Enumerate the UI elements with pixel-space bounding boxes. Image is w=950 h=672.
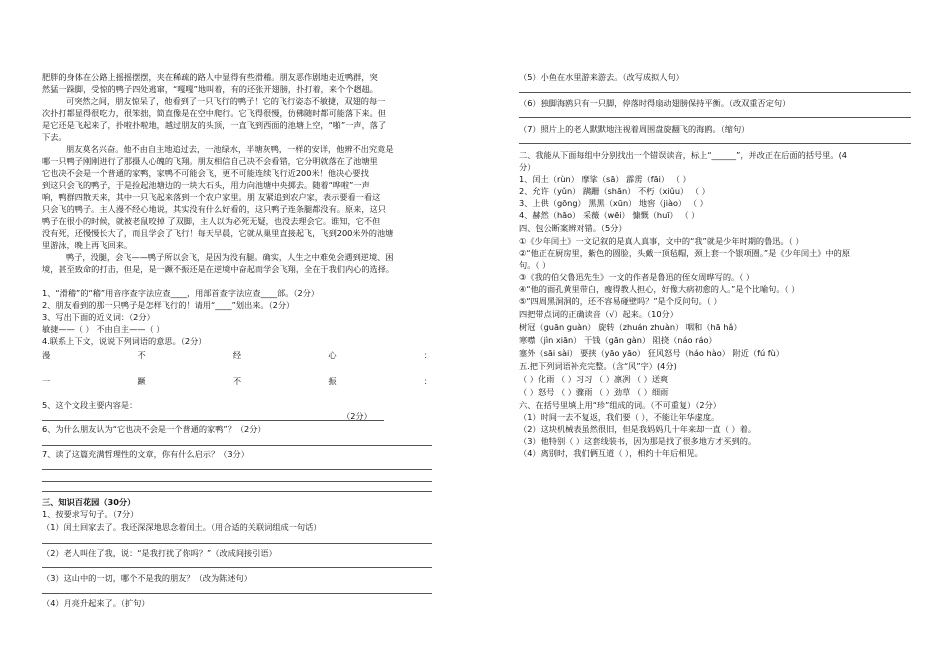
passage-line: 里游泳，晚上再飞回来。 [42, 240, 133, 250]
passage-line: 朋友莫名兴奋。他不由自主地追过去，一池绿水，半塘灰鸭，一样的安详，他辨不出究竟是 [66, 144, 394, 154]
passage-line: 下去。 [42, 132, 67, 142]
answer-line[interactable] [519, 92, 911, 93]
passage-line: 可突然之间，朋友惊呆了，他看到了一只飞行的鸭子！它的飞行姿态不敏捷，双翅的每一 [66, 96, 386, 106]
answer-line[interactable] [42, 420, 384, 421]
section-4-title: 四、包公断案辨对错。（5分） [519, 223, 627, 233]
answer-line[interactable] [42, 567, 432, 568]
passage-line: 是它还是飞起来了，扑啦扑啦地，越过朋友的头顶，一直飞到西面的池塘上空，“啪”一声，落了 [42, 120, 387, 130]
passage-line: 然猛一跺脚，受惊的鸭子四处逃窜，“嘎嘎”地叫着，有的还张开翅膀，扑打着，来个个趔趄。 [42, 84, 378, 94]
wind-words-row[interactable]: （ ）怒号 （ ）骤雨 （ ）劲草 （ ）细雨 [519, 387, 669, 397]
answer-line[interactable] [42, 491, 432, 492]
section-2-title: 二、我能从下面每组中分别找出一个错误读音，标上“______”，并改正在后面的括号里。(4 [519, 150, 848, 160]
question-4: 4.联系上下文，说说下列词语的意思。（2分） [42, 336, 207, 346]
passage-line: 到这只会飞的鸭子，于是捡起池塘边的一块大石头，用力向池塘中央掷去。随着“哗啦”一声 [42, 180, 370, 190]
fill-item[interactable]: （3）他特别（ ）这套线装书，因为那是找了很多地方才买到的。 [519, 436, 757, 446]
passage-line: 只会飞的鸭子。主人漫不经心地说，其实没有什么好看的，这只鸭子连条腿都没有。原来，这只 [42, 204, 386, 214]
judge-item[interactable]: ②“他正在厨房里，紫色的圆脸，头戴一顶毡帽，颈上套一个银项圈。”是《少年闰土》中的原 [519, 248, 851, 258]
question-2: 2、朋友看到的那一只鸭子是怎样飞行的！请用“____”划出来。（2分） [42, 300, 295, 310]
pinyin-row[interactable]: 2、允许（yǔn） 蹒跚（shān） 不朽（xiǔu） （ ） [519, 186, 710, 196]
wind-words-row[interactable]: （ ）化雨 （ ）习习 （ ）凛冽 （ ）送爽 [519, 374, 669, 384]
question-7: 7、读了这篇充满哲理性的文章，你有什么启示？（3分） [42, 449, 249, 459]
answer-line[interactable] [42, 445, 432, 446]
passage-line: 鸭子在很小的时候，就被老鼠咬掉 了双脚，主人以为必死无疑，也没去理会它。谁知，它不但 [42, 216, 381, 226]
sentence-task-4: （4）月亮升起来了。（扩句） [42, 598, 150, 608]
reading-choice-row[interactable]: 寒噤（jìn xiān） 干钱（gān gàn） 阻挠（náo ráo） [519, 335, 717, 345]
passage-line: 次扑打都显得很吃力，很笨拙，简直像是在空中爬行。它飞得很慢，仿佛随时都可能落下来。但 [42, 108, 386, 118]
section-6-title: 六、在括号里填上用“珍”组成的词。（不可重复）（2分） [519, 400, 721, 410]
idiom-char: 振 [328, 376, 337, 386]
answer-line[interactable] [519, 143, 911, 144]
passage-line: 鸭子，没腿，会飞——鸭子所以会飞，是因为没有腿。确实，人生之中难免会遇到逆境、困 [66, 252, 394, 262]
question-5: 5、这个文段主要内容是： [42, 400, 138, 410]
idiom-char: ： [423, 350, 432, 360]
passage-line: 哪一只鸭子刚刚进行了那摄人心魄的飞翔。朋友相信自己决不会看错，它分明就落在了池塘里 [42, 156, 378, 166]
answer-line[interactable] [42, 593, 432, 594]
idiom-char: 不 [232, 376, 242, 386]
idiom-char: ： [423, 376, 432, 386]
fill-item[interactable]: （2）这块机械表虽然很旧，但是我妈妈几十年来却一直（ ）着。 [519, 424, 757, 434]
idiom-char: 经 [232, 350, 242, 360]
judge-item[interactable]: ④“他的面孔黄里带白，瘦得教人担心，好像大病初愈的人。”是个比喻句。（ ） [519, 284, 800, 294]
question-5-score: （2分） [342, 411, 372, 421]
question-3: 3、写出下面的近义词：（2分） [42, 312, 155, 322]
idiom-char: 漫 [42, 350, 51, 360]
judge-item[interactable]: ⑤“四周黑洞洞的，还不容易碰壁吗？”是个反问句。（ ） [519, 296, 722, 306]
fill-item[interactable]: （1）时间一去不复返，我们要（ ），不能让年华虚度。 [519, 412, 720, 422]
section-3-subtitle: 1、按要求写句子。（7分） [42, 509, 139, 519]
section-4b-title: 四把带点词的正确读音（√）起来。（10分） [519, 309, 678, 319]
question-1: 1、“滑稽”的“稽”用音序查字法应查____，用部首查字法应查____部。（2分） [42, 288, 320, 298]
answer-line[interactable] [42, 469, 432, 470]
idiom-row-1 [42, 350, 432, 361]
answer-line[interactable] [42, 481, 432, 482]
section-5-title: 五.把下列词语补充完整。（含“风”字）(4分) [519, 361, 677, 371]
passage-line: 境，甚至致命的打击，但是，是一蹶不振还是在逆境中奋起而学会飞翔，全在于我们内心的选择。 [42, 264, 395, 274]
sentence-task-1: （1）闰土回家去了。我还深深地思念着闰土。（用合适的关联词组成一句话） [42, 522, 322, 532]
answer-line[interactable] [519, 117, 911, 118]
question-3-synonyms[interactable]: 敏捷——（ ） 不由自主——（ ） [42, 324, 165, 334]
idiom-char: 心 [328, 350, 337, 360]
reading-choice-row[interactable]: 塞外（sāi sài） 要挟（yāo yāo） 狂风怒号（háo hào） 附近（fú fù） [519, 348, 785, 358]
passage-line: 响，鸭群四散天来，其中一只飞起来落到一个农户家里。朋 友紧追到农户家，表示要看一看这 [42, 192, 381, 202]
passage-line: 它也决不会是一个普通的家鸭，家鸭不可能会飞，更不可能连续飞行近200米！他决心要找 [42, 168, 369, 178]
judge-item[interactable]: ③《我的伯父鲁迅先生》一文的作者是鲁迅的侄女周晔写的。（ ） [519, 272, 755, 282]
sentence-task-6: （6）独脚海鸥只有一只脚，停落时得扇动翅膀保持平衡。（改双重否定句） [519, 98, 791, 108]
sentence-task-2: （2）老人叫住了我，说：“是我打扰了你吗？”（改成间接引语） [42, 548, 277, 558]
idiom-char: 蹶 [137, 376, 146, 386]
sentence-task-7: （7）照片上的老人默默地注视着周围盘旋翻飞的海鸥。（缩句） [519, 124, 750, 134]
sentence-task-3: （3）这山中的一切，哪个不是我的朋友？（改为陈述句） [42, 573, 252, 583]
idiom-char: 不 [137, 350, 146, 360]
pinyin-row[interactable]: 1、闰土（rùn） 摩挲（sā） 霹雳（fāi） （ ） [519, 174, 691, 184]
passage-line: 肥胖的身体在公路上摇摇摆摆，夹在稀疏的路人中显得有些滑稽。朋友恶作剧地走近鸭群，突 [42, 72, 378, 82]
judge-item[interactable]: ①《少年闰土》一文记叙的是真人真事，文中的“我”就是少年时期的鲁迅。（ ） [519, 236, 804, 246]
idiom-row-2 [42, 376, 432, 387]
question-6: 6、为什么朋友认为“它也决不会是一个普通的家鸭”？（2分） [42, 424, 266, 434]
pinyin-row[interactable]: 4、赫然（hāo） 采薇（wēi） 慷慨（huī） （ ） [519, 210, 700, 220]
judge-item-cont[interactable]: 句。（ ） [519, 260, 551, 270]
passage-line: 没有死，还慢慢长大了，而且学会了飞行！每天早晨，它就从巢里直接起飞，飞到200米外的池塘 [42, 228, 394, 238]
sentence-task-5: （5）小鱼在水里游来游去。（改写成拟人句） [519, 72, 684, 82]
section-2-title-cont: 分） [519, 162, 536, 172]
reading-choice-row[interactable]: 树冠（guān guàn） 旋转（zhuán zhuàn） 咽和（hā hǎ） [519, 322, 742, 332]
fill-item[interactable]: （4）离别时，我们俩互道（ ），相约十年后相见。 [519, 448, 703, 458]
idiom-char: 一 [42, 376, 51, 386]
pinyin-row[interactable]: 3、上供（gōng） 黑黑（xūn） 地窖（jiào） （ ） [519, 198, 708, 208]
answer-line[interactable] [42, 543, 432, 544]
section-3-title: 三、知识百花园（30分） [42, 497, 136, 507]
